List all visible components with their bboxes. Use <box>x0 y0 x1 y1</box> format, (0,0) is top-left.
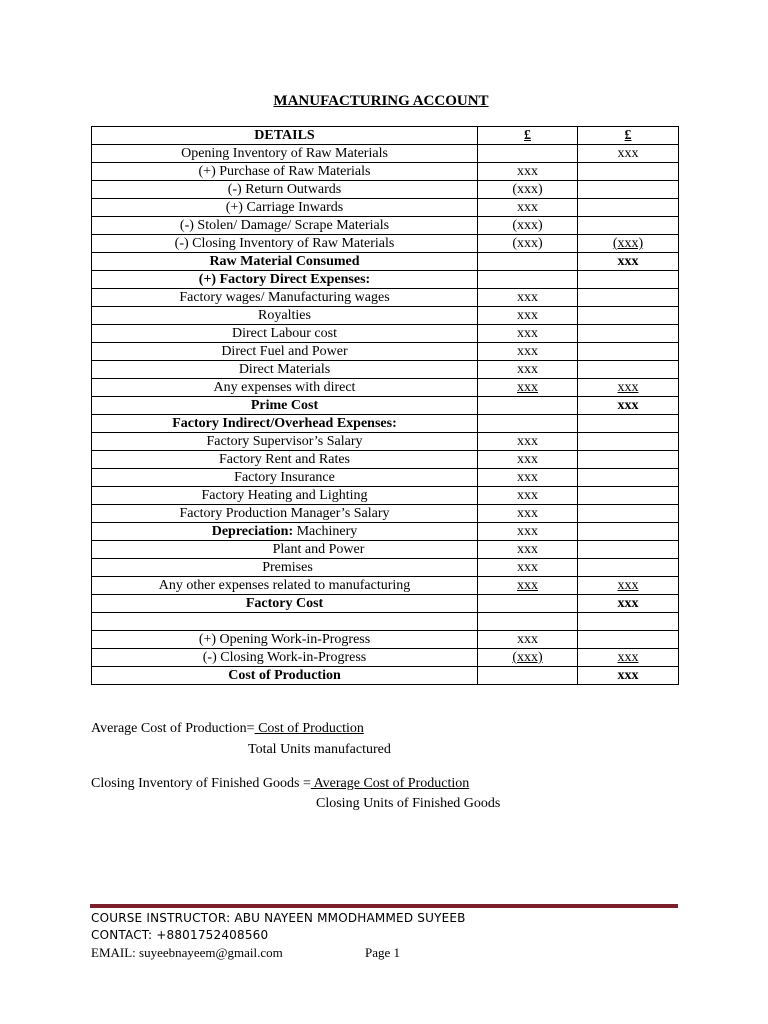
row-amount-2 <box>578 433 679 451</box>
row-amount-1: xxx <box>478 163 578 181</box>
row-amount-1: xxx <box>478 199 578 217</box>
row-amount-1: xxx <box>478 289 578 307</box>
row-label: Factory Supervisor’s Salary <box>92 433 478 451</box>
row-amount-2 <box>578 559 679 577</box>
row-label <box>92 523 478 541</box>
row-amount-2 <box>578 199 679 217</box>
row-amount-2: xxx <box>578 577 679 595</box>
row-label: Royalties <box>92 307 478 325</box>
row-amount-1 <box>478 415 578 433</box>
row-amount-1: xxx <box>478 559 578 577</box>
row-amount-2 <box>578 181 679 199</box>
row-amount-1: xxx <box>478 343 578 361</box>
row-amount-2 <box>578 343 679 361</box>
row-label <box>92 613 478 631</box>
depreciation-label: Depreciation: <box>211 524 294 539</box>
table-row <box>92 649 679 667</box>
row-amount-2 <box>578 271 679 289</box>
row-label: (-) Return Outwards <box>92 181 478 199</box>
closing-inventory-numerator: Average Cost of Production <box>310 776 470 791</box>
row-amount-1 <box>478 613 578 631</box>
table-row <box>92 451 679 469</box>
row-amount-1: (xxx) <box>478 649 578 667</box>
footer-email: EMAIL: suyeebnayeem@gmail.com <box>91 945 283 960</box>
row-amount-1: xxx <box>478 577 578 595</box>
row-label: Factory wages/ Manufacturing wages <box>92 289 478 307</box>
table-row <box>92 145 679 163</box>
row-amount-1 <box>478 145 578 163</box>
table-row <box>92 469 679 487</box>
row-label: Direct Materials <box>92 361 478 379</box>
row-label: (+) Purchase of Raw Materials <box>92 163 478 181</box>
row-amount-2 <box>578 613 679 631</box>
row-amount-2 <box>578 469 679 487</box>
row-label: Raw Material Consumed <box>92 253 478 271</box>
row-amount-1: xxx <box>478 631 578 649</box>
row-label: Factory Indirect/Overhead Expenses: <box>92 415 478 433</box>
table-row <box>92 343 679 361</box>
row-amount-1: (xxx) <box>478 181 578 199</box>
row-amount-1: xxx <box>478 487 578 505</box>
table-row <box>92 577 679 595</box>
row-amount-2 <box>578 163 679 181</box>
avg-cost-formula <box>91 721 364 737</box>
row-label: Premises <box>92 559 478 577</box>
table-row <box>92 361 679 379</box>
avg-cost-denominator: Total Units manufactured <box>248 742 391 757</box>
row-amount-1 <box>478 253 578 271</box>
row-amount-1: xxx <box>478 469 578 487</box>
row-label: Direct Labour cost <box>92 325 478 343</box>
row-label: Factory Insurance <box>92 469 478 487</box>
row-amount-2 <box>578 217 679 235</box>
row-amount-2 <box>578 541 679 559</box>
row-amount-1: xxx <box>478 541 578 559</box>
table-row <box>92 163 679 181</box>
row-label: (-) Closing Work-in-Progress <box>92 649 478 667</box>
header-details: DETAILS <box>92 127 478 145</box>
table-row <box>92 415 679 433</box>
row-amount-2 <box>578 289 679 307</box>
row-label: Any expenses with direct <box>92 379 478 397</box>
row-label: Opening Inventory of Raw Materials <box>92 145 478 163</box>
row-amount-1: xxx <box>478 325 578 343</box>
row-amount-1 <box>478 271 578 289</box>
row-label: (-) Closing Inventory of Raw Materials <box>92 235 478 253</box>
row-amount-1 <box>478 397 578 415</box>
table-row <box>92 631 679 649</box>
table-row <box>92 271 679 289</box>
row-amount-1: xxx <box>478 433 578 451</box>
footer-rule <box>90 904 678 908</box>
footer-contact: CONTACT: +8801752408560 <box>91 928 269 942</box>
table-row <box>92 523 679 541</box>
table-row <box>92 379 679 397</box>
row-amount-2: xxx <box>578 667 679 685</box>
row-amount-1: xxx <box>478 379 578 397</box>
avg-cost-label: Average Cost of Production= <box>91 721 255 736</box>
header-currency-1: £ <box>478 127 578 145</box>
table-row <box>92 433 679 451</box>
row-amount-1: xxx <box>478 523 578 541</box>
row-label: Factory Production Manager’s Salary <box>92 505 478 523</box>
row-label: (+) Carriage Inwards <box>92 199 478 217</box>
table-row <box>92 595 679 613</box>
row-label-text: Machinery <box>296 524 358 539</box>
row-amount-2: xxx <box>578 145 679 163</box>
manufacturing-account-table <box>91 126 679 685</box>
row-label: Plant and Power <box>92 541 478 559</box>
header-currency-2: £ <box>578 127 679 145</box>
row-amount-1: xxx <box>478 451 578 469</box>
table-row <box>92 325 679 343</box>
table-row <box>92 199 679 217</box>
row-amount-2: (xxx) <box>578 235 679 253</box>
row-amount-1: xxx <box>478 307 578 325</box>
row-label: (+) Factory Direct Expenses: <box>92 271 478 289</box>
row-label: Any other expenses related to manufacturing <box>92 577 478 595</box>
table-row <box>92 235 679 253</box>
table-header-row <box>92 127 679 145</box>
table-row <box>92 613 679 631</box>
row-label: Direct Fuel and Power <box>92 343 478 361</box>
row-amount-2 <box>578 631 679 649</box>
row-label: Factory Cost <box>92 595 478 613</box>
row-label: Prime Cost <box>92 397 478 415</box>
row-amount-2 <box>578 523 679 541</box>
row-amount-1: (xxx) <box>478 235 578 253</box>
avg-cost-numerator: Cost of Production <box>254 721 364 736</box>
row-amount-1: (xxx) <box>478 217 578 235</box>
row-amount-2 <box>578 505 679 523</box>
row-amount-1: xxx <box>478 361 578 379</box>
row-label: Factory Heating and Lighting <box>92 487 478 505</box>
row-amount-2 <box>578 307 679 325</box>
table-row <box>92 307 679 325</box>
table-row <box>92 253 679 271</box>
table-row <box>92 217 679 235</box>
row-amount-1 <box>478 595 578 613</box>
closing-inventory-formula <box>91 776 469 792</box>
footer-instructor: COURSE INSTRUCTOR: ABU NAYEEN MMODHAMMED SUYEEB <box>91 911 466 925</box>
row-amount-2 <box>578 325 679 343</box>
row-amount-1: xxx <box>478 505 578 523</box>
row-amount-2: xxx <box>578 379 679 397</box>
row-label: Factory Rent and Rates <box>92 451 478 469</box>
row-amount-2 <box>578 415 679 433</box>
row-amount-2: xxx <box>578 253 679 271</box>
row-amount-2: xxx <box>578 397 679 415</box>
table-row <box>92 181 679 199</box>
table-row <box>92 397 679 415</box>
row-amount-1 <box>478 667 578 685</box>
table-row <box>92 559 679 577</box>
table-row <box>92 289 679 307</box>
row-amount-2: xxx <box>578 595 679 613</box>
row-label: Cost of Production <box>92 667 478 685</box>
closing-inventory-denominator: Closing Units of Finished Goods <box>316 796 501 811</box>
row-label: (+) Opening Work-in-Progress <box>92 631 478 649</box>
row-amount-2 <box>578 487 679 505</box>
row-amount-2 <box>578 361 679 379</box>
table-row <box>92 505 679 523</box>
table-row <box>92 541 679 559</box>
row-amount-2: xxx <box>578 649 679 667</box>
table-row <box>92 487 679 505</box>
footer-page-number: Page 1 <box>365 945 401 960</box>
page-title: MANUFACTURING ACCOUNT <box>273 93 489 109</box>
closing-inventory-label: Closing Inventory of Finished Goods = <box>91 776 311 791</box>
row-amount-2 <box>578 451 679 469</box>
table-row <box>92 667 679 685</box>
row-label: (-) Stolen/ Damage/ Scrape Materials <box>92 217 478 235</box>
